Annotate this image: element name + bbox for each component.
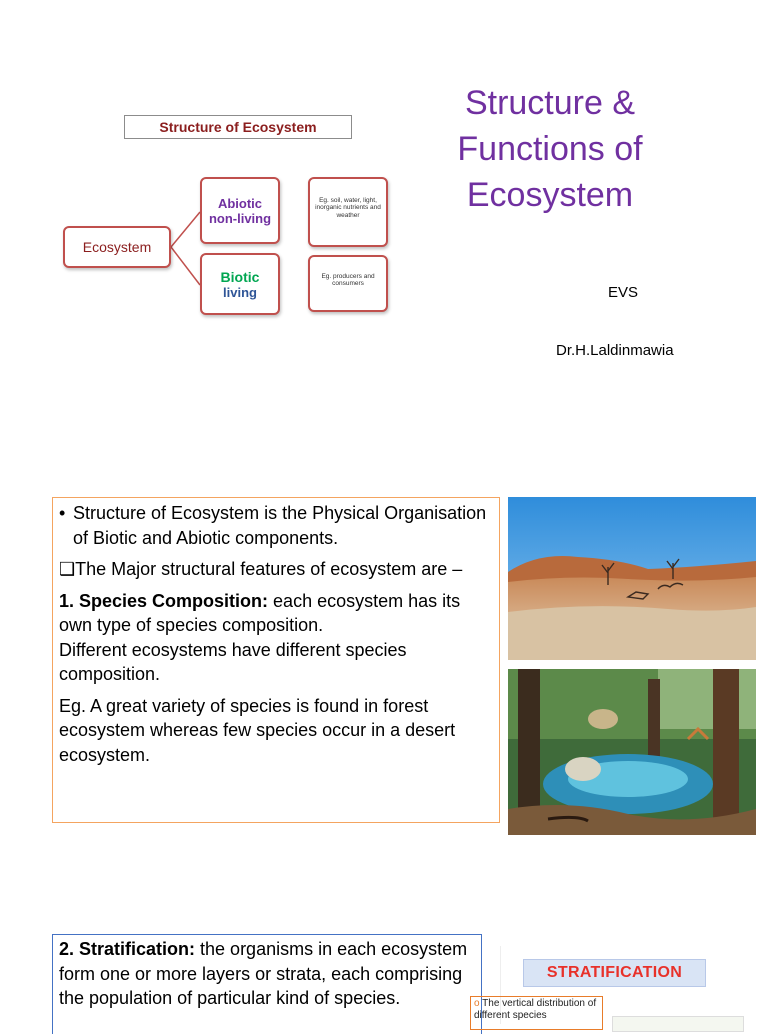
abiotic-example-text: Eg. soil, water, light, inorganic nutrients and weather xyxy=(315,197,381,219)
title-line-2: Functions of xyxy=(457,130,643,168)
example-text: Eg. A great variety of species is found in forest ecosystem whereas few species occur in a desert ecosystem. xyxy=(59,695,456,765)
bullet-definition-text: Structure of Ecosystem is the Physical Organisation of Biotic and Abiotic components. xyxy=(73,503,487,548)
ecosystem-label: Ecosystem xyxy=(82,239,152,255)
biotic-node xyxy=(200,253,280,315)
title-line-3: Ecosystem xyxy=(466,176,634,214)
species-composition-point xyxy=(59,589,493,638)
structure-text-box xyxy=(52,497,500,823)
slide-title xyxy=(430,80,670,218)
bullet-definition xyxy=(59,501,493,550)
bullet-features-text: The Major structural features of ecosystem are – xyxy=(75,559,463,579)
bullet-marker: • xyxy=(59,503,66,523)
living-label: living xyxy=(223,284,257,300)
stratification-note xyxy=(470,996,603,1030)
species-composition-text: each ecosystem has its own type of species composition. xyxy=(59,590,461,635)
ecosystem-node xyxy=(63,226,171,268)
subject-label: EVS xyxy=(608,284,639,301)
bullet-features xyxy=(59,557,493,582)
checkbox-marker: ❑ xyxy=(59,559,76,579)
abiotic-label: Abiotic xyxy=(217,195,263,211)
desert-image xyxy=(508,497,756,660)
abiotic-example-node xyxy=(308,177,388,247)
stratification-text-box xyxy=(52,934,482,1034)
non-living-label: non-living xyxy=(208,210,272,226)
abiotic-node xyxy=(200,177,280,244)
author-label: Dr.H.Laldinmawia xyxy=(556,342,674,359)
stratification-figure-title: STRATIFICATION xyxy=(523,959,706,987)
forest-image xyxy=(508,669,756,835)
title-line-1: Structure & xyxy=(464,84,636,122)
biotic-label: Biotic xyxy=(220,268,260,285)
stratification-text: the organisms in each ecosystem form one or more layers or strata, each comprising the population of particular kind of species. xyxy=(59,939,468,1008)
species-composition-text-2: Different ecosystems have different species composition. xyxy=(59,639,407,684)
diagram-title: Structure of Ecosystem xyxy=(124,115,352,139)
stratification-image xyxy=(612,1016,744,1032)
stratification-note-bullet: o xyxy=(474,998,480,1009)
stratification-note-text: The vertical distribution of different species xyxy=(474,998,597,1021)
biotic-example-node xyxy=(308,255,388,312)
species-composition-heading: 1. Species Composition: xyxy=(59,590,269,611)
biotic-example-text: Eg. producers and consumers xyxy=(321,273,375,288)
stratification-heading: 2. Stratification: xyxy=(59,939,196,959)
